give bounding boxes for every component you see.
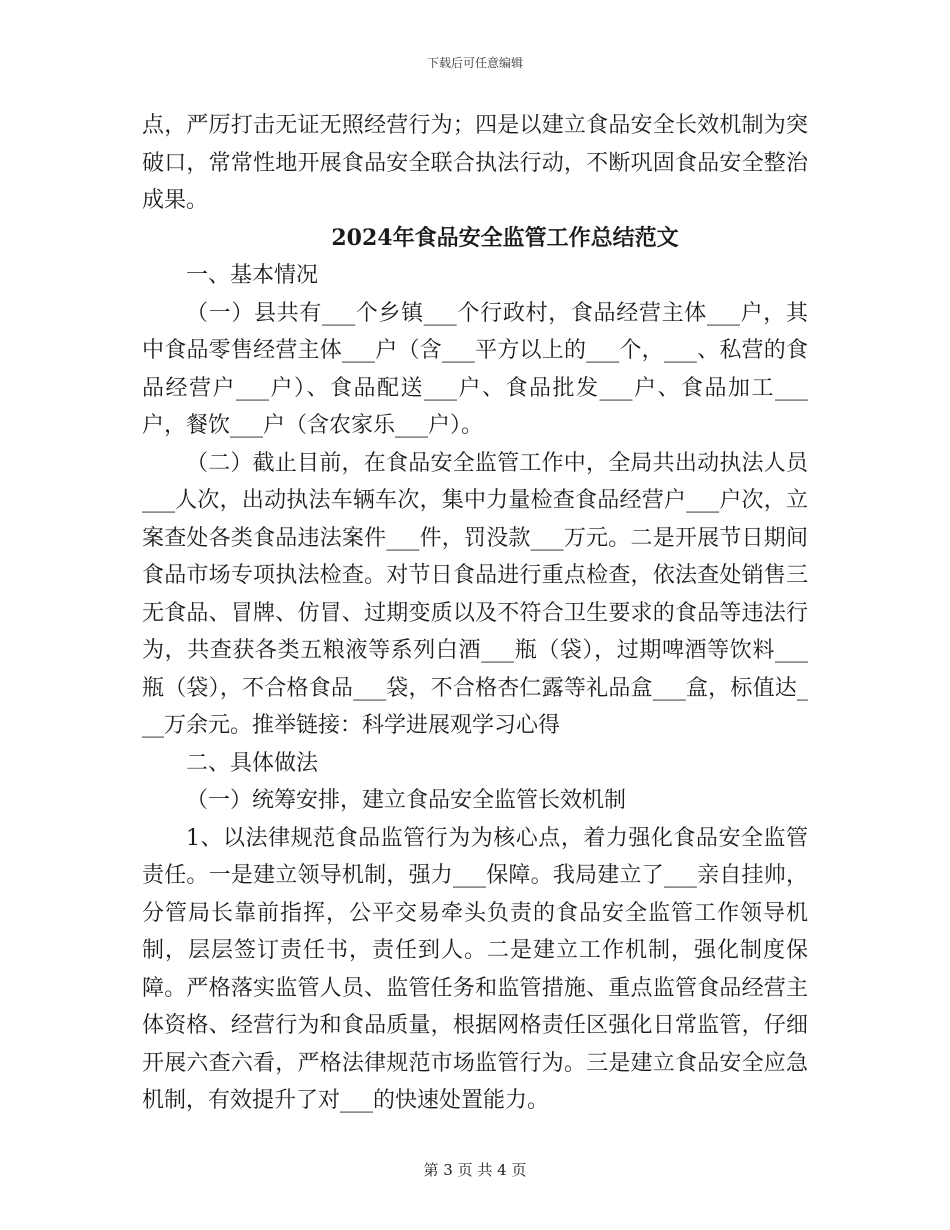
paragraph-basic-1: （一）县共有___个乡镇___个行政村，食品经营主体___户，其中食品零售经营主体___户（含___平方以上的___个，___、私营的食品经营户___户）、食品配送___户、食品批发___户、食品加工___户，餐饮___户（含农家乐___户）。 <box>142 300 808 438</box>
paragraph-method-1: 1、以法律规范食品监管行为为核心点，着力强化食品安全监管责任。一是建立领导机制，强力___保障。我局建立了___亲自挂帅，分管局长靠前指挥，公平交易牵头负责的食品安全监管工作领导机制，层层签订责任书，责任到人。二是建立工作机制，强化制度保障。严格落实监管人员、监管任务和监管措施、重点监管食品经营主体资格、经营行为和食品质量，根据网格责任区强化日常监管，仔细开展六查六看，严格法律规范市场监管行为。三是建立食品安全应急机制，有效提升了对___的快速处置能力。 <box>142 825 808 1113</box>
page-header: 下载后可任意编辑 <box>426 56 523 70</box>
heading-basic-situation: 一、基本情况 <box>186 263 319 288</box>
section-title: 2024年食品安全监管工作总结范文 <box>331 224 679 251</box>
heading-specific-methods: 二、具体做法 <box>186 750 319 776</box>
page-footer: 第 3 页 共 4 页 <box>423 1161 527 1179</box>
subheading-overall-arrangement: （一）统筹安排，建立食品安全监管长效机制 <box>186 788 627 813</box>
paragraph-continuation: 点，严厉打击无证无照经营行为；四是以建立食品安全长效机制为突破口，常常性地开展食品安全联合执法行动，不断巩固食品安全整治成果。 <box>142 113 808 213</box>
paragraph-basic-2: （二）截止目前，在食品安全监管工作中，全局共出动执法人员___人次，出动执法车辆车次，集中力量检查食品经营户___户次，立案查处各类食品违法案件___件，罚没款___万元。二是开展节日期间食品市场专项执法检查。对节日食品进行重点检查，依法查处销售三无食品、冒牌、仿冒、过期变质以及不符合卫生要求的食品等违法行为，共查获各类五粮液等系列白酒___瓶（袋），过期啤酒等饮料___瓶（袋），不合格食品___袋，不合格杏仁露等礼品盒___盒，标值达___万余元。推举链接：科学进展观学习心得 <box>142 450 808 738</box>
document-body <box>142 107 808 1120</box>
